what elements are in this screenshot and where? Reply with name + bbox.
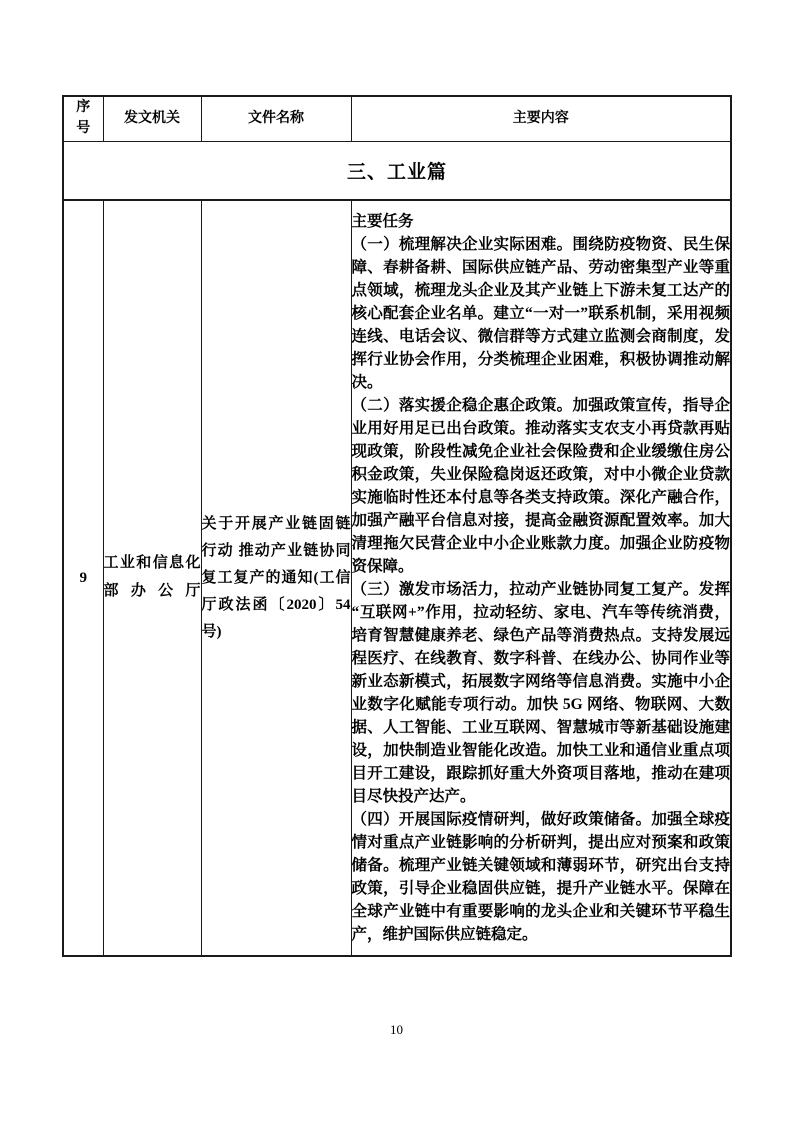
section-row: [63, 141, 731, 200]
row-doc-title-cell: 关于开展产业链固链行动 推动产业链协同复工复产的通知(工信厅政法函〔2020〕54号): [201, 200, 351, 956]
header-cell-agency: 发文机关: [103, 96, 201, 141]
header-cell-doc-title: 文件名称: [201, 96, 351, 141]
document-table: [62, 95, 732, 957]
table-header-row: [63, 96, 731, 141]
header-cell-index: [63, 96, 103, 141]
header-cell-main-content: 主要内容: [351, 96, 731, 141]
content-paragraph: 主要任务: [351, 213, 414, 230]
row-main-content-cell: [351, 200, 731, 956]
row-index-cell: 9: [63, 200, 103, 956]
table-row: [63, 200, 731, 956]
section-title: 三、工业篇: [63, 141, 731, 200]
content-paragraph: （四）开展国际疫情研判，做好政策储备。加强全球疫情对重点产业链影响的分析研判，提出应对预案和政策储备。梳理产业链关键领域和薄弱环节，研究出台支持政策，引导企业稳固供应链，提升产业链水平。保障在全球产业链中有重要影响的龙头企业和关键环节平稳生产，维护国际供应链稳定。: [351, 811, 730, 943]
content-paragraph: （三）激发市场活力，拉动产业链协同复工复产。发挥“互联网+”作用，拉动轻纺、家电、汽车等传统消费，培育智慧健康养老、绿色产品等消费热点。支持发展远程医疗、在线教育、数字科普、在线办公、协同作业等新业态新模式，拓展数字网络等信息消费。实施中小企业数字化赋能专项行动。加快 5G 网络、物联网、大数据、人工智能、工业互联网、智慧城市等新基础设施建设，加快制造业智能化改造。加快工业和通信业重点项目开工建设，跟踪抓好重大外资项目落地，推动在建项目尽快投产达产。: [351, 581, 730, 805]
header-label-index: 序号: [76, 100, 91, 136]
content-paragraph: （一）梳理解决企业实际困难。围绕防疫物资、民生保障、春耕备耕、国际供应链产品、劳动密集型产业等重点领域，梳理龙头企业及其产业链上下游未复工达产的核心配套企业名单。建立“一对一”联系机制，采用视频连线、电话会议、微信群等方式建立监测会商制度，发挥行业协会作用，分类梳理企业困难，积极协调推动解决。: [351, 236, 730, 391]
content-paragraph: （二）落实援企稳企惠企政策。加强政策宣传，指导企业用好用足已出台政策。推动落实支农支小再贷款再贴现政策，阶段性减免企业社会保险费和企业缓缴住房公积金政策，失业保险稳岗返还政策，对中小微企业贷款实施临时性还本付息等各类支持政策。深化产融合作，加强产融平台信息对接，提高金融资源配置效率。加大清理拖欠民营企业中小企业账款力度。加强企业防疫物资保障。: [351, 397, 730, 575]
page-number: 10: [390, 1022, 403, 1037]
row-agency-cell: 工业和信息化部办公厅: [103, 200, 201, 956]
